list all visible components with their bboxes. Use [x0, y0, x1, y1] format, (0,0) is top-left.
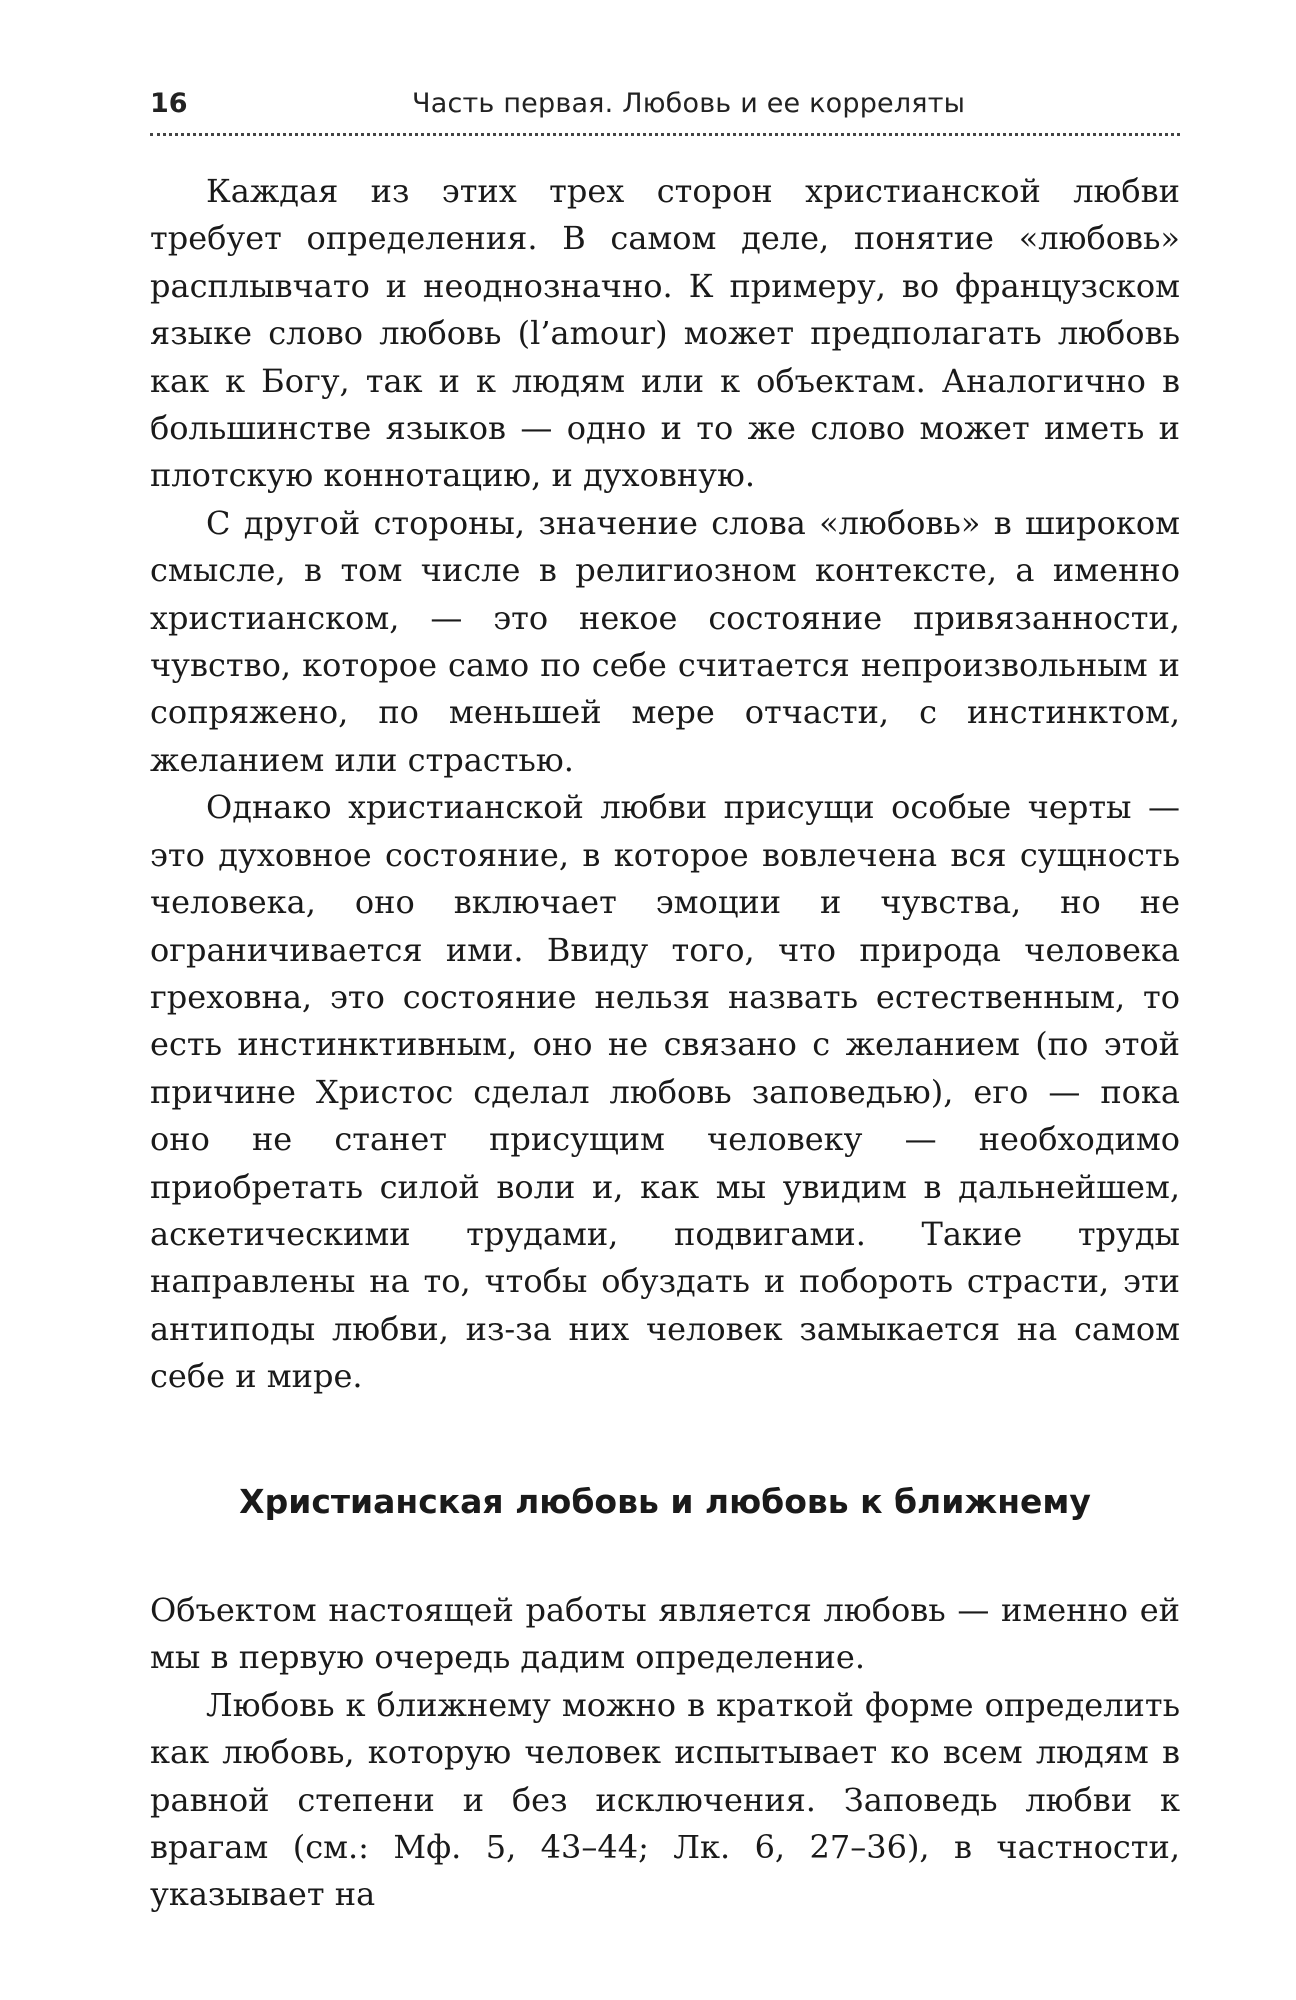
section-heading: Христианская любовь и любовь к ближнему [239, 1482, 1091, 1521]
running-header [150, 88, 1180, 128]
header-dotted-rule [150, 133, 1180, 136]
paragraph: С другой стороны, значение слова «любовь» в широком смысле, в том числе в религиозном контексте, а именно христианском, — это некое состояние привязанности, чувство, которое само по себе считается непроизвольным и сопряжено, по меньшей мере отчасти, с инстинктом, желанием или страстью. [150, 503, 1180, 779]
paragraph: Любовь к ближнему можно в краткой форме определить как любовь, которую человек испытывает ко всем людям в равной степени и без исключения. Заповедь любви к врагам (см.: Мф. 5, 43–44; Лк. 6, 27–36), в частности, указывает на [150, 1685, 1180, 1914]
paragraph: Объектом настоящей работы является любовь — именно ей мы в первую очередь дадим определение. [150, 1591, 1180, 1677]
paragraph: Каждая из этих трех сторон христианской любви требует определения. В самом деле, понятие «любовь» расплывчато и неоднозначно. К примеру, во французском языке слово любовь (l’amour) может предполагать любовь как к Богу, так и к людям или к объектам. Аналогично в большинстве языков — одно и то же слово может иметь и плотскую коннотацию, и духовную. [150, 172, 1180, 495]
running-title: Часть первая. Любовь и ее корреляты [412, 88, 966, 119]
main-text-block [150, 168, 1180, 1401]
page-number: 16 [150, 88, 188, 119]
paragraph: Однако христианской любви присущи особые черты — это духовное состояние, в которое вовлечена вся сущность человека, оно включает эмоции и чувства, но не ограничивается ими. Ввиду того, что природа человека греховна, это состояние нельзя назвать естественным, то есть инстинктивным, оно не связано с желанием (по этой причине Христос сделал любовь заповедью), его — пока оно не станет присущим человеку — необходимо приобретать силой воли и, как мы увидим в дальнейшем, аскетическими трудами, подвигами. Такие труды направлены на то, чтобы обуздать и побороть страсти, эти антиподы любви, из-за них человек замыкается на самом себе и мире. [150, 788, 1180, 1396]
section-text-block [150, 1587, 1180, 1919]
